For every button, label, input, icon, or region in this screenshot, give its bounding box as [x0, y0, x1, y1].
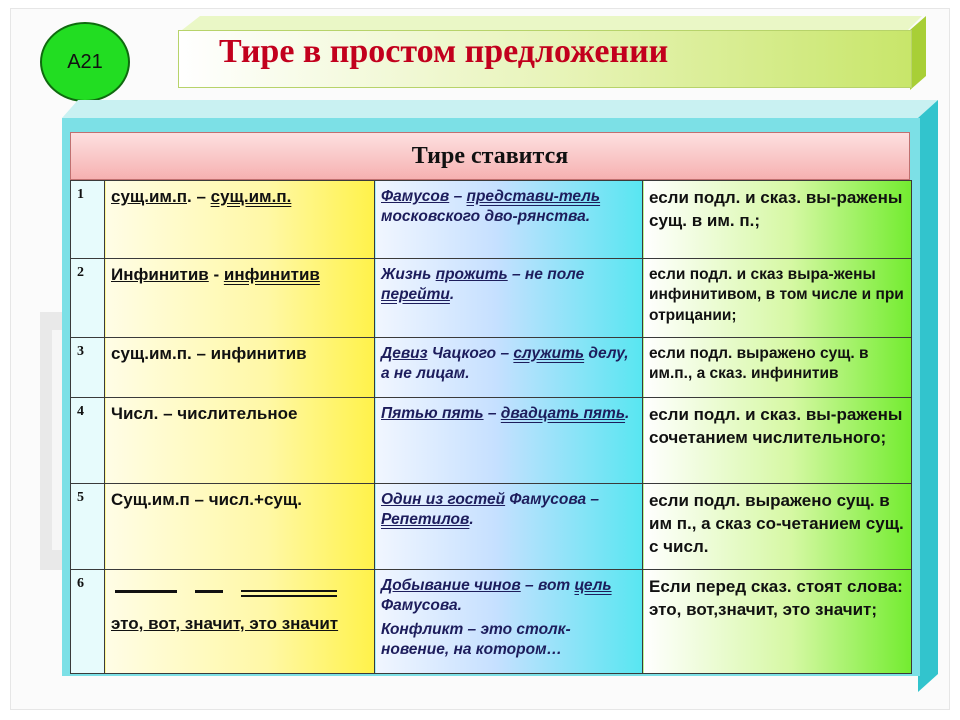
example-part: .	[449, 286, 455, 304]
table-row	[71, 181, 912, 259]
example-cell	[375, 570, 643, 674]
rule-cell: сущ.им.п. – инфинитив	[105, 338, 375, 398]
badge: А21	[40, 22, 130, 102]
rule-part: сущ.им.п.	[210, 187, 292, 206]
example-part: Фамусова –	[505, 491, 600, 508]
condition-cell: если подл. и сказ выра-жены инфинитивом, в том числе и при отрицании;	[643, 259, 912, 338]
condition-cell: если подл. и сказ. вы-ражены сочетанием числительного;	[643, 398, 912, 484]
example-cell	[375, 338, 643, 398]
rule-cell: Сущ.им.п – числ.+сущ.	[105, 484, 375, 570]
rule-part: -	[208, 265, 224, 284]
example-part: Пятью пять	[381, 405, 484, 422]
rules-box	[62, 118, 920, 676]
example-cell	[375, 484, 643, 570]
example-cell	[375, 181, 643, 259]
example-part: –	[483, 405, 501, 422]
example-part: Добывание чинов	[381, 577, 521, 594]
table-header: Тире ставится	[70, 132, 910, 180]
table-row	[71, 259, 912, 338]
example-part: двадцать пять	[500, 405, 626, 422]
banner-top-face	[182, 16, 922, 30]
box-side-face	[918, 100, 938, 692]
example-part: представи-тель	[466, 188, 601, 205]
page-title: Тире в простом предложении	[219, 33, 669, 70]
row-number: 1	[71, 181, 105, 259]
row-number: 4	[71, 398, 105, 484]
row-number: 6	[71, 570, 105, 674]
rule-part: инфинитив	[223, 265, 320, 284]
example-cell	[375, 398, 643, 484]
row-number: 2	[71, 259, 105, 338]
example-cell	[375, 259, 643, 338]
example-part: –	[449, 188, 467, 205]
example-part: Один из гостей	[381, 491, 506, 508]
rule-part: Инфинитив	[111, 265, 209, 284]
rule-cell: Числ. – числительное	[105, 398, 375, 484]
example-part: цель	[574, 577, 612, 594]
condition-cell: если подл. выражено сущ. в им п., а сказ со-четанием сущ. с числ.	[643, 484, 912, 570]
rules-table	[70, 180, 912, 674]
condition-cell: Если перед сказ. стоят слова: это, вот,значит, это значит;	[643, 570, 912, 674]
example-part: Конфликт – это столк-новение, на котором…	[381, 621, 571, 659]
condition-cell: если подл. и сказ. вы-ражены сущ. в им. п.;	[643, 181, 912, 259]
title-banner	[178, 30, 912, 88]
dash-mark	[195, 590, 223, 593]
example-part: делу, а не лицам.	[381, 345, 629, 383]
example-part: Фамусов	[381, 188, 450, 205]
example-part: Фамусова.	[381, 597, 462, 615]
example-part: перейти	[381, 286, 450, 304]
example-part: служить	[513, 345, 585, 362]
table-row	[71, 338, 912, 398]
rule-cell	[105, 181, 375, 259]
example-part: Репетилов	[381, 511, 470, 529]
table-row	[71, 484, 912, 570]
example-part: Жизнь	[381, 266, 436, 283]
box-top-face	[62, 100, 938, 118]
rule-words: это, вот, значит, это значит	[111, 614, 339, 633]
rule-cell	[105, 259, 375, 338]
example-part: .	[469, 511, 474, 529]
double-underline-mark	[241, 590, 337, 597]
example-part: – не поле	[507, 266, 585, 283]
single-underline-mark	[115, 590, 177, 593]
table-row	[71, 398, 912, 484]
row-number: 5	[71, 484, 105, 570]
table-row	[71, 570, 912, 674]
predicate-dash-schema	[115, 586, 368, 606]
rule-part: . –	[187, 187, 211, 206]
condition-cell: если подл. выражено сущ. в им.п., а сказ. инфинитив	[643, 338, 912, 398]
example-part: прожить	[435, 266, 508, 283]
rule-part: сущ.им.п	[111, 187, 187, 206]
example-part: .	[625, 405, 630, 422]
example-part: Девиз	[381, 345, 428, 362]
rule-cell	[105, 570, 375, 674]
example-part: – вот	[520, 577, 575, 594]
example-part: Чацкого –	[427, 345, 514, 362]
example-part: московского дво-рянства.	[381, 208, 591, 226]
row-number: 3	[71, 338, 105, 398]
